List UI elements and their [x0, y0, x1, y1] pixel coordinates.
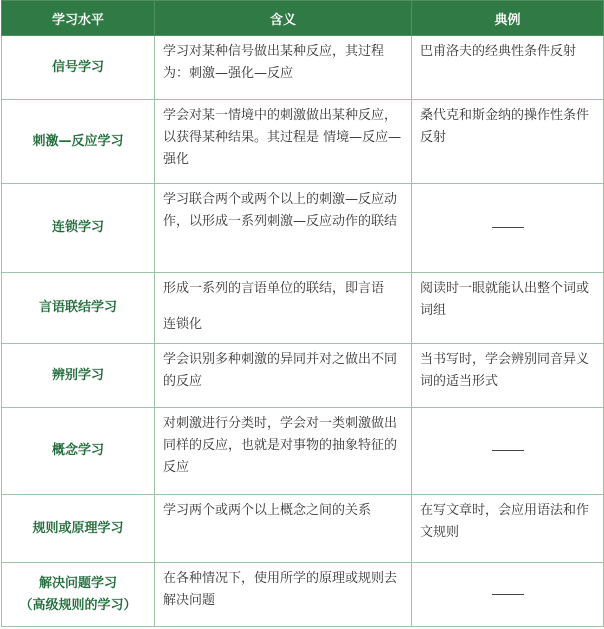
example-cell [412, 184, 604, 273]
meaning-part: 形成一系列的言语单位的联结，即言语 [163, 281, 385, 296]
header-meaning: 含义 [155, 1, 412, 36]
dash-placeholder [492, 594, 524, 595]
table-row [2, 36, 604, 100]
learning-levels-table [1, 0, 604, 627]
example-cell: 当书写时，学会辨别同音异义词的适当形式 [412, 344, 604, 408]
level-sub: （高级规则的学习） [19, 597, 137, 613]
level-cell: 信号学习 [2, 36, 155, 100]
meaning-cell: 学习联合两个或两个以上的刺激—反应动作，以形成一系列刺激—反应动作的联结 [155, 184, 412, 273]
example-cell [412, 563, 604, 627]
dash-placeholder [492, 227, 524, 228]
level-cell: 连锁学习 [2, 184, 155, 273]
level-cell: 规则或原理学习 [2, 495, 155, 563]
level-cell: 刺激—反应学习 [2, 100, 155, 184]
header-level: 学习水平 [2, 1, 155, 36]
table-row [2, 100, 604, 184]
dash-placeholder [492, 450, 524, 451]
level-cell: 概念学习 [2, 408, 155, 495]
example-cell: 在写文章时，会应用语法和作文规则 [412, 495, 604, 563]
level-cell: 言语联结学习 [2, 273, 155, 344]
meaning-cell: 学会识别多种刺激的异同并对之做出不同的反应 [155, 344, 412, 408]
meaning-cell: 学习两个或两个以上概念之间的关系 [155, 495, 412, 563]
meaning-cell [155, 273, 412, 344]
table-row [2, 495, 604, 563]
table-row [2, 184, 604, 273]
meaning-cell: 学习对某种信号做出某种反应，其过程为：刺激—强化—反应 [155, 36, 412, 100]
table-row [2, 563, 604, 627]
example-cell [412, 408, 604, 495]
level-cell [2, 563, 155, 627]
level-main: 解决问题学习 [38, 575, 117, 591]
level-cell: 辨别学习 [2, 344, 155, 408]
example-cell: 阅读时一眼就能认出整个词或词组 [412, 273, 604, 344]
meaning-cell: 对刺激进行分类时，学会对一类刺激做出同样的反应，也就是对事物的抽象特征的反应 [155, 408, 412, 495]
table-row [2, 273, 604, 344]
example-cell: 巴甫洛夫的经典性条件反射 [412, 36, 604, 100]
example-cell: 桑代克和斯金纳的操作性条件反射 [412, 100, 604, 184]
meaning-part: 连锁化 [163, 317, 203, 332]
header-row [2, 1, 604, 36]
table-row [2, 344, 604, 408]
header-example: 典例 [412, 1, 604, 36]
meaning-cell: 学会对某一情境中的刺激做出某种反应，以获得某种结果。其过程是 情境—反应—强化 [155, 100, 412, 184]
table-row [2, 408, 604, 495]
meaning-cell: 在各种情况下，使用所学的原理或规则去解决问题 [155, 563, 412, 627]
